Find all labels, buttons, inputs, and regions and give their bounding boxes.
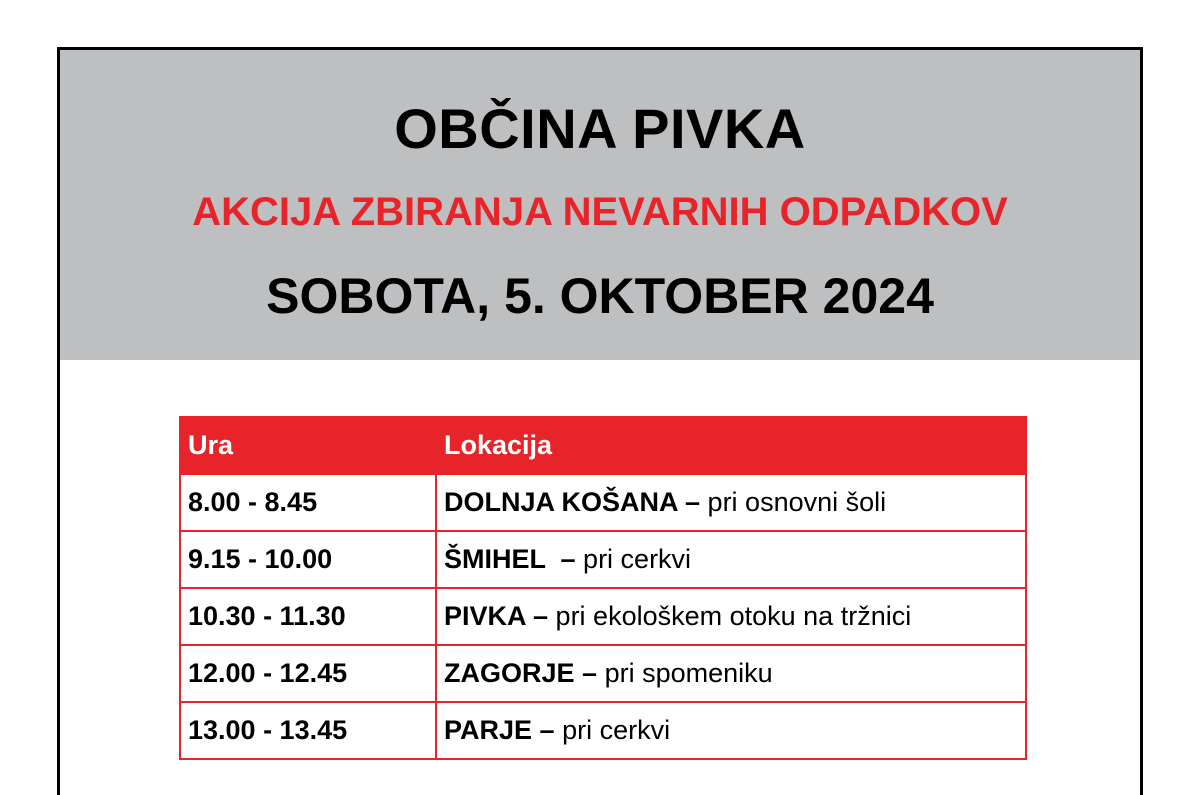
notice-header [60,50,1140,360]
row-time: 9.15 - 10.00 [180,531,436,588]
location-separator: – [677,487,708,517]
table-row [180,531,1026,588]
location-detail: pri cerkvi [583,544,692,574]
row-location [436,645,1026,702]
table-row [180,588,1026,645]
location-detail: pri spomeniku [604,658,773,688]
location-name: ŠMIHEL [444,544,546,574]
row-time: 12.00 - 12.45 [180,645,436,702]
row-time: 13.00 - 13.45 [180,702,436,759]
row-location [436,588,1026,645]
municipality-title: OBČINA PIVKA [394,97,806,160]
event-date: SOBOTA, 5. OKTOBER 2024 [266,268,934,324]
location-name: PARJE [444,715,533,745]
schedule-table [179,416,1027,760]
location-name: PIVKA [444,601,526,631]
location-name: ZAGORJE [444,658,575,688]
location-separator: – [574,658,605,688]
row-location [436,531,1026,588]
table-row [180,702,1026,759]
row-location [436,702,1026,759]
location-separator: – [545,544,584,574]
row-location [436,474,1026,531]
column-header-location: Lokacija [436,417,1026,474]
location-detail: pri ekološkem otoku na tržnici [555,601,912,631]
table-header-row [180,417,1026,474]
row-time: 8.00 - 8.45 [180,474,436,531]
table-row [180,474,1026,531]
location-detail: pri osnovni šoli [707,487,887,517]
location-name: DOLNJA KOŠANA [444,487,678,517]
notice-frame [57,47,1143,795]
location-detail: pri cerkvi [562,715,671,745]
row-time: 10.30 - 11.30 [180,588,436,645]
table-row [180,645,1026,702]
column-header-time: Ura [180,417,436,474]
location-separator: – [532,715,563,745]
location-separator: – [525,601,556,631]
campaign-subtitle: AKCIJA ZBIRANJA NEVARNIH ODPADKOV [192,190,1008,234]
